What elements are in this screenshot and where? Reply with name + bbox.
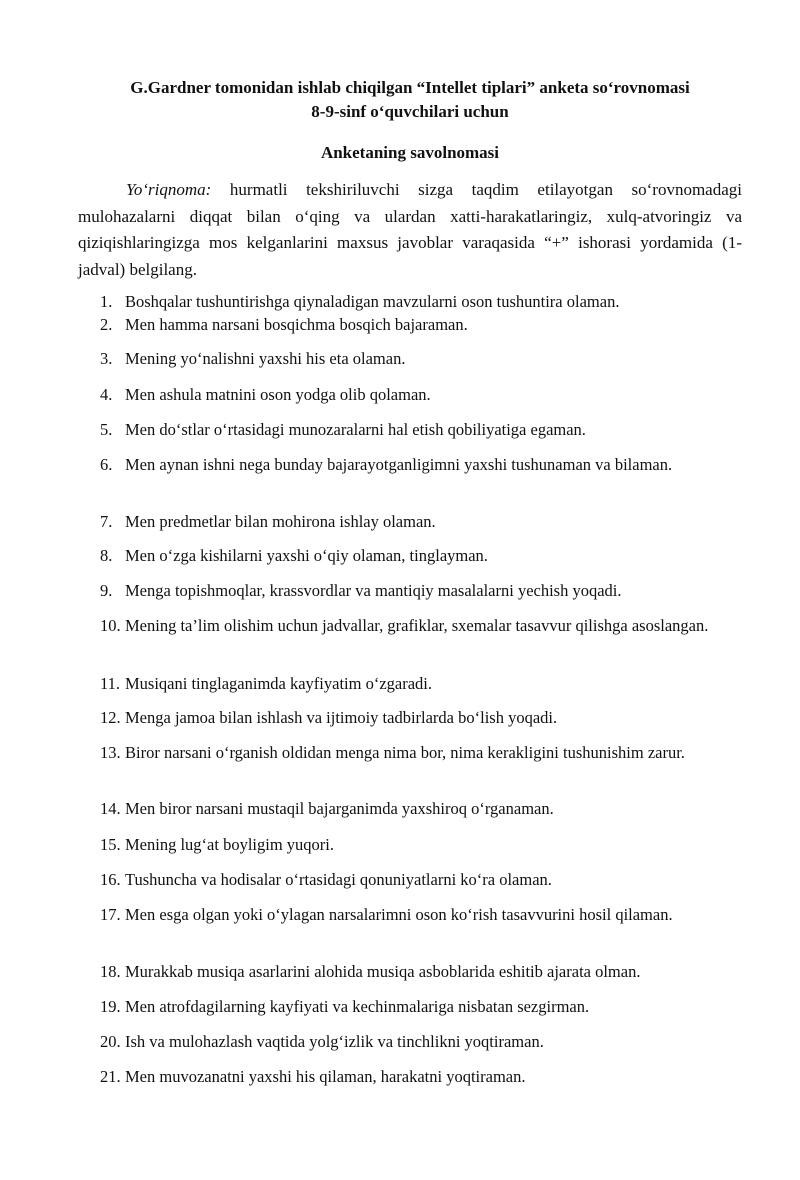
question-text: Biror narsani o‘rganish oldidan menga nima bor, nima kerakligini tushunishim zarur. bbox=[125, 743, 685, 762]
question-text: Men o‘zga kishilarni yaxshi o‘qiy olaman, tinglayman. bbox=[125, 546, 488, 565]
question-item bbox=[100, 869, 750, 891]
question-number: 7. bbox=[100, 512, 113, 531]
document-subtitle: 8-9-sinf o‘quvchilari uchun bbox=[311, 102, 509, 121]
question-item bbox=[100, 545, 750, 567]
question-number: 9. bbox=[100, 581, 113, 600]
question-item bbox=[100, 707, 750, 729]
question-item bbox=[100, 904, 750, 926]
question-number: 1. bbox=[100, 292, 113, 311]
question-text: Mening ta’lim olishim uchun jadvallar, grafiklar, sxemalar tasavvur qilishga asoslangan. bbox=[125, 616, 709, 635]
question-text: Murakkab musiqa asarlarini alohida musiqa asboblarida eshitib ajarata olman. bbox=[125, 962, 641, 981]
question-number: 2. bbox=[100, 315, 113, 334]
question-number: 8. bbox=[100, 546, 113, 565]
question-item bbox=[100, 996, 750, 1018]
question-number: 19. bbox=[100, 997, 121, 1016]
question-number: 10. bbox=[100, 616, 121, 635]
question-text: Men predmetlar bilan mohirona ishlay olaman. bbox=[125, 512, 436, 531]
question-number: 12. bbox=[100, 708, 121, 727]
question-text: Men aynan ishni nega bunday bajarayotganligimni yaxshi tushunaman va bilaman. bbox=[125, 455, 673, 474]
section-title: Anketaning savolnomasi bbox=[320, 143, 500, 162]
question-text: Menga jamoa bilan ishlash va ijtimoiy tadbirlarda bo‘lish yoqadi. bbox=[125, 708, 558, 727]
question-item bbox=[100, 314, 750, 336]
question-number: 15. bbox=[100, 835, 121, 854]
question-text: Men ashula matnini oson yodga olib qolaman. bbox=[125, 385, 431, 404]
question-item bbox=[100, 742, 750, 764]
instructions-label: Yo‘riqnoma: bbox=[126, 180, 212, 199]
question-item bbox=[100, 348, 750, 370]
question-number: 3. bbox=[100, 349, 113, 368]
question-text: Men hamma narsani bosqichma bosqich bajaraman. bbox=[125, 315, 468, 334]
question-number: 11. bbox=[100, 674, 121, 693]
question-text: Men biror narsani mustaqil bajarganimda yaxshiroq o‘rganaman. bbox=[125, 799, 554, 818]
question-item bbox=[100, 1031, 750, 1053]
question-text: Men muvozanatni yaxshi his qilaman, harakatni yoqtiraman. bbox=[125, 1067, 526, 1086]
question-text: Ish va mulohazlash vaqtida yolg‘izlik va tinchlikni yoqtiraman. bbox=[125, 1032, 544, 1051]
document-title: G.Gardner tomonidan ishlab chiqilgan “Intellet tiplari” anketa so‘rovnomasi bbox=[130, 78, 690, 97]
question-item bbox=[100, 580, 750, 602]
question-item bbox=[100, 454, 750, 476]
instructions-text: hurmatli tekshiriluvchi sizga taqdim etilayotgan so‘rovnomadagi mulohazalarni diqqat bilan o‘qing va ulardan xatti-harakatlaringiz, xulq-atvoringiz va qiziqishlaringizga mos kelganlarini maxsus javoblar varaqasida “+” ishorasi yordamida (1-jadval) belgilang. bbox=[78, 180, 742, 279]
question-item bbox=[100, 615, 750, 637]
question-text: Boshqalar tushuntirishga qiynaladigan mavzularni oson tushuntira olaman. bbox=[125, 292, 620, 311]
question-number: 20. bbox=[100, 1032, 121, 1051]
question-item bbox=[100, 384, 750, 406]
question-number: 17. bbox=[100, 905, 121, 924]
question-item bbox=[100, 673, 750, 695]
question-number: 5. bbox=[100, 420, 113, 439]
question-text: Men atrofdagilarning kayfiyati va kechinmalariga nisbatan sezgirman. bbox=[125, 997, 590, 1016]
question-text: Menga topishmoqlar, krassvordlar va mantiqiy masalalarni yechish yoqadi. bbox=[125, 581, 622, 600]
question-number: 13. bbox=[100, 743, 121, 762]
question-text: Mening lug‘at boyligim yuqori. bbox=[125, 835, 334, 854]
question-number: 21. bbox=[100, 1067, 121, 1086]
question-number: 14. bbox=[100, 799, 121, 818]
question-item bbox=[100, 798, 750, 820]
question-text: Tushuncha va hodisalar o‘rtasidagi qonuniyatlarni ko‘ra olaman. bbox=[125, 870, 552, 889]
question-item bbox=[100, 511, 750, 533]
question-text: Men esga olgan yoki o‘ylagan narsalarimni oson ko‘rish tasavvurini hosil qilaman. bbox=[125, 905, 673, 924]
question-number: 16. bbox=[100, 870, 121, 889]
question-item bbox=[100, 291, 750, 313]
instructions-paragraph bbox=[78, 177, 742, 283]
question-item bbox=[100, 419, 750, 441]
question-text: Musiqani tinglaganimda kayfiyatim o‘zgaradi. bbox=[125, 674, 432, 693]
question-number: 6. bbox=[100, 455, 113, 474]
question-item bbox=[100, 834, 750, 856]
question-text: Men do‘stlar o‘rtasidagi munozaralarni hal etish qobiliyatiga egaman. bbox=[125, 420, 586, 439]
question-item bbox=[100, 961, 750, 983]
question-text: Mening yo‘nalishni yaxshi his eta olaman. bbox=[125, 349, 406, 368]
question-number: 4. bbox=[100, 385, 113, 404]
question-item bbox=[100, 1066, 750, 1088]
question-number: 18. bbox=[100, 962, 121, 981]
